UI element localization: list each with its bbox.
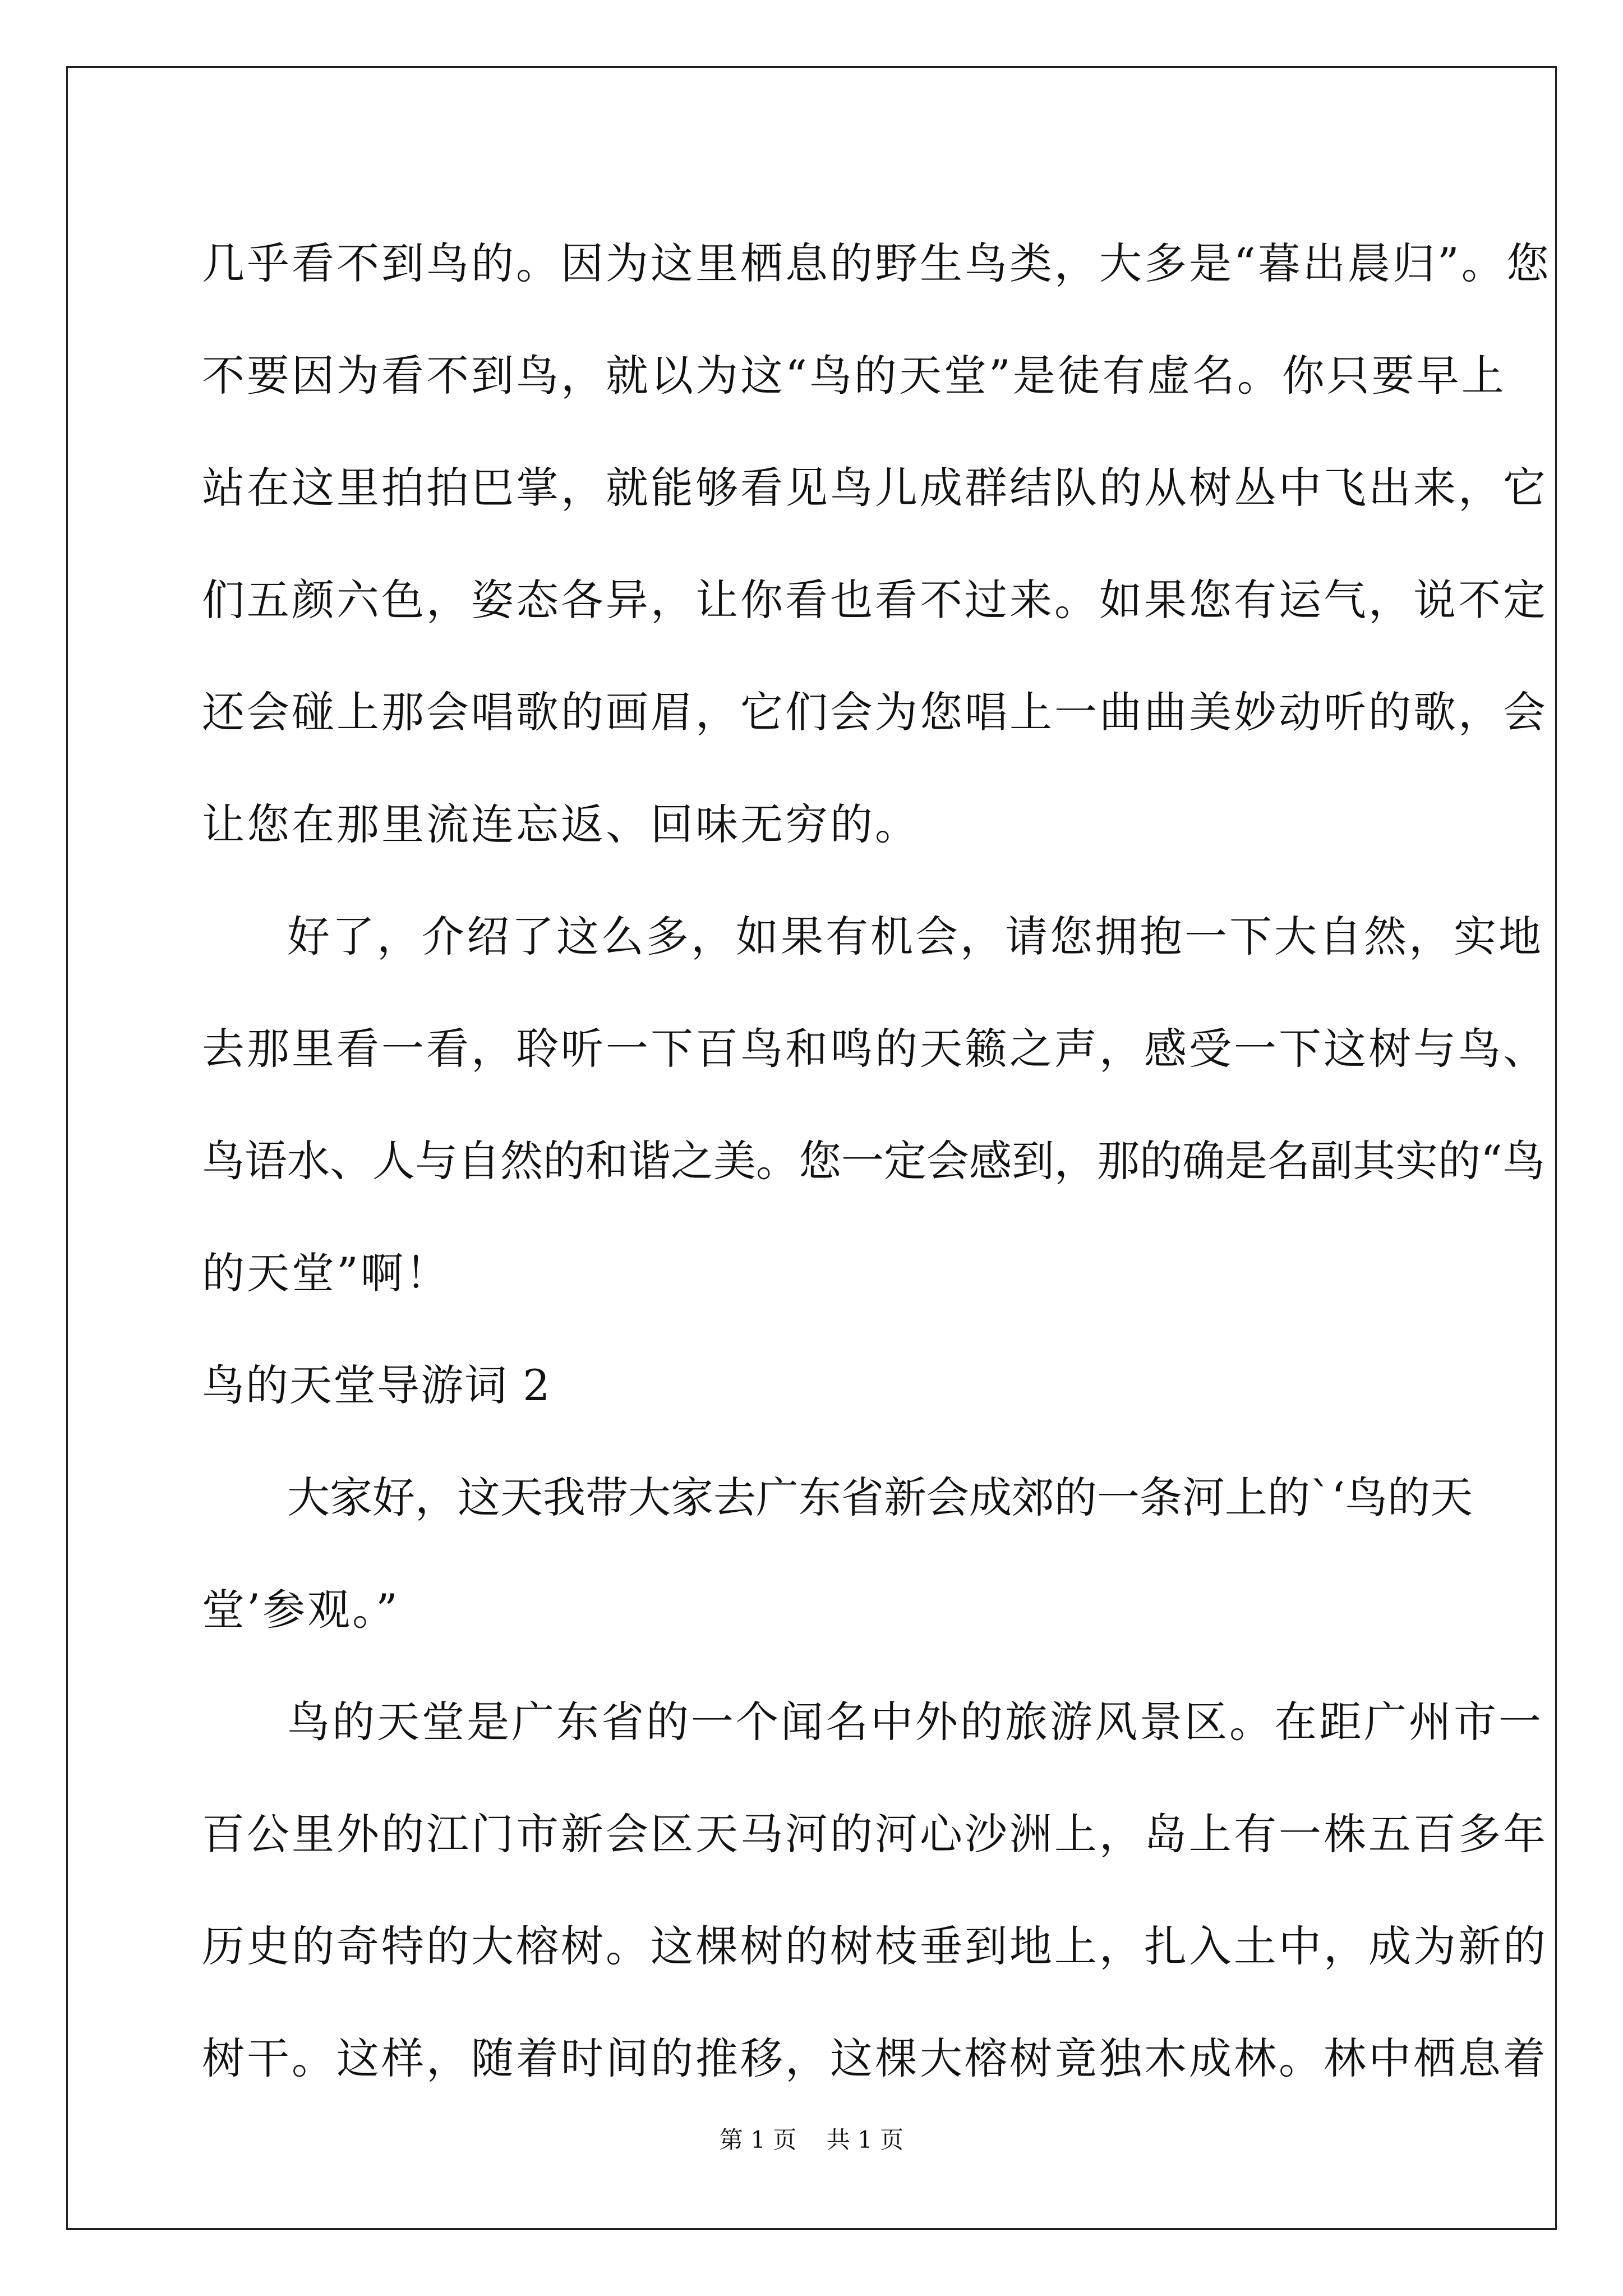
paragraph-line: 的天堂”啊！ bbox=[202, 1248, 450, 1298]
paragraph-line: 鸟语水、人与自然的和谐之美。您一定会感到，那的确是名副其实的“鸟 bbox=[202, 1136, 1545, 1186]
paragraph-line: 堂’参观。” bbox=[202, 1585, 400, 1635]
paragraph-line: 还会碰上那会唱歌的画眉，它们会为您唱上一曲曲美妙动听的歌，会 bbox=[202, 687, 1548, 737]
section-heading: 鸟的天堂导游词 2 bbox=[202, 1360, 551, 1410]
paragraph-line: 百公里外的江门市新会区天马河的河心沙洲上，岛上有一株五百多年 bbox=[202, 1809, 1548, 1859]
paragraph-line: 去那里看一看，聆听一下百鸟和鸣的天籁之声，感受一下这树与鸟、 bbox=[202, 1024, 1548, 1074]
paragraph-line: 不要因为看不到鸟，就以为这“鸟的天堂”是徒有虚名。你只要早上 bbox=[202, 351, 1506, 401]
paragraph-line: 树干。这样，随着时间的推移，这棵大榕树竟独木成林。林中栖息着 bbox=[202, 2033, 1548, 2083]
paragraph-line: 大家好，这天我带大家去广东省新会成郊的一条河上的`‘鸟的天 bbox=[287, 1473, 1473, 1522]
paragraph-line: 好了，介绍了这么多，如果有机会，请您拥抱一下大自然，实地 bbox=[287, 912, 1543, 961]
paragraph-line: 历史的奇特的大榕树。这棵树的树枝垂到地上，扎入土中，成为新的 bbox=[202, 1921, 1548, 1971]
paragraph-line: 站在这里拍拍巴掌，就能够看见鸟儿成群结队的从树丛中飞出来，它 bbox=[202, 463, 1548, 513]
document-body bbox=[202, 208, 1551, 2115]
paragraph-line: 让您在那里流连忘返、回味无穷的。 bbox=[202, 799, 920, 849]
paragraph-line: 鸟的天堂是广东省的一个闻名中外的旅游风景区。在距广州市一 bbox=[287, 1697, 1543, 1747]
paragraph-line: 们五颜六色，姿态各异，让你看也看不过来。如果您有运气，说不定 bbox=[202, 575, 1548, 625]
page-footer: 第 1 页 共 1 页 bbox=[719, 2126, 904, 2154]
paragraph-line: 几乎看不到鸟的。因为这里栖息的野生鸟类，大多是“暮出晨归”。您 bbox=[202, 238, 1551, 288]
